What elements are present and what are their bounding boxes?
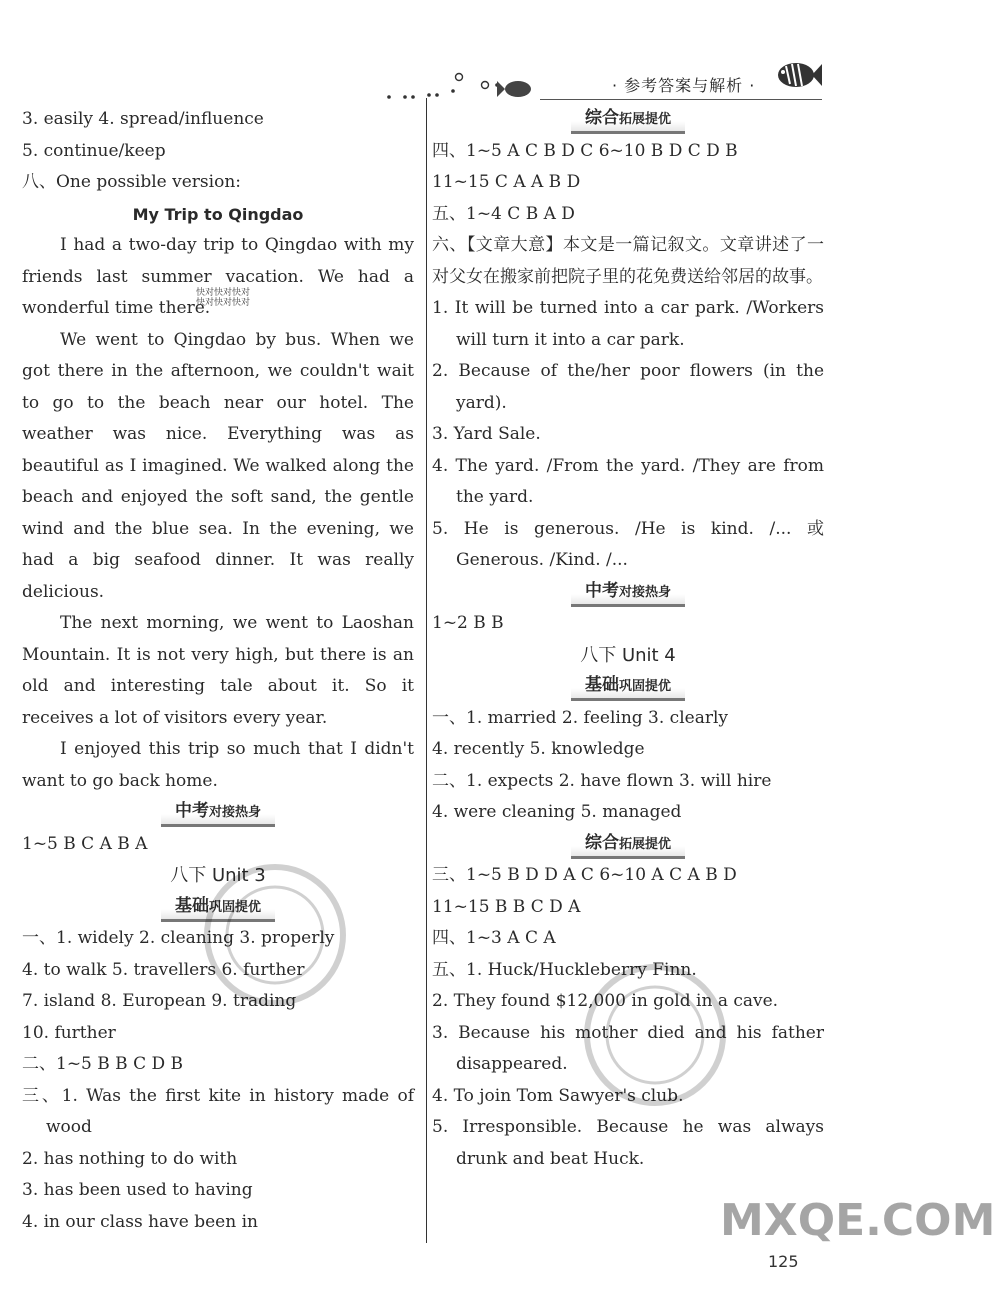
header-rule <box>540 99 822 100</box>
answer-line: 10. further <box>22 1022 116 1043</box>
answer-line: 2. Because of the/her poor flowers (in the yard). <box>432 361 824 413</box>
answer-line: 4. in our class have been in <box>22 1211 258 1232</box>
answer-line: 五、1. Huck/Huckleberry Finn. <box>432 959 697 980</box>
section-badge-zhongkao: 中考对接热身 <box>161 800 275 827</box>
decorative-dots-icon <box>385 67 535 103</box>
section-badge-zhongkao: 中考对接热身 <box>571 580 685 607</box>
answer-line: 4. were cleaning 5. managed <box>432 802 682 822</box>
section-badge-row <box>432 104 824 136</box>
page-number: 125 <box>768 1252 799 1271</box>
fish-icon <box>774 58 822 92</box>
right-column <box>432 104 824 1175</box>
answer-line: 4. recently 5. knowledge <box>432 739 645 759</box>
answer-line: 一、1. married 2. feeling 3. clearly <box>432 707 729 728</box>
answer-line: 11~15 B B C D A <box>432 896 581 917</box>
unit-heading: 八下 Unit 4 <box>580 644 676 666</box>
answer-line: 4. The yard. /From the yard. /They are from the yard. <box>432 455 824 507</box>
section-badge-row <box>22 797 414 829</box>
stamp-text: 快对快对快对 快对快对快对 <box>196 288 251 308</box>
answer-line: 3. Yard Sale. <box>432 424 541 444</box>
answer-line: 二、1. expects 2. have flown 3. will hire <box>432 770 772 791</box>
unit-heading: 八下 Unit 3 <box>170 865 266 886</box>
essay-paragraph: I enjoyed this trip so much that I didn't want to go back home. <box>22 739 414 791</box>
answer-line: 四、1~3 A C A <box>432 928 556 948</box>
answer-line: 八、One possible version: <box>22 172 241 192</box>
answer-line: 3. has been used to having <box>22 1180 253 1200</box>
answer-line: 1. It will be turned into a car park. /Workers will turn it into a car park. <box>432 298 824 350</box>
answer-line: 五、1~4 C B A D <box>432 203 575 224</box>
answer-line: 3. easily 4. spread/influence <box>22 109 264 129</box>
answer-line: 一、1. widely 2. cleaning 3. properly <box>22 928 335 948</box>
section-badge-jichu: 基础巩固提优 <box>161 895 275 922</box>
answer-line: 4. to walk 5. travellers 6. further <box>22 959 305 980</box>
article-summary: 六、【文章大意】本文是一篇记叙文。文章讲述了一对父女在搬家前把院子里的花免费送给邻居的故事。 <box>432 235 824 287</box>
answer-line: 11~15 C A A B D <box>432 172 581 192</box>
section-badge-jichu: 基础巩固提优 <box>571 674 685 701</box>
answer-line: 1~2 B B <box>432 613 504 633</box>
essay-title: My Trip to Qingdao <box>132 204 304 224</box>
answer-line: 5. Irresponsible. Because he was always drunk and beat Huck. <box>432 1117 824 1169</box>
answer-line: 2. has nothing to do with <box>22 1148 238 1169</box>
section-badge-row <box>432 577 824 609</box>
answer-line: 三、1~5 B D D A C 6~10 A C A B D <box>432 865 737 885</box>
answer-line: 7. island 8. European 9. trading <box>22 991 297 1011</box>
page-header <box>0 55 900 105</box>
section-badge-zonghe: 综合拓展提优 <box>571 832 685 859</box>
watermark-logo: MXQE.COM <box>720 1195 995 1246</box>
section-badge-row <box>22 892 414 924</box>
section-badge-zonghe: 综合拓展提优 <box>571 107 685 134</box>
answer-line: 4. To join Tom Sawyer's club. <box>432 1085 684 1106</box>
answer-line: 四、1~5 A C B D C 6~10 B D C D B <box>432 140 738 161</box>
answer-line: 二、1~5 B B C D B <box>22 1054 184 1074</box>
left-column <box>22 104 414 1238</box>
header-title: · 参考答案与解析 · <box>612 76 756 95</box>
answer-line: 5. continue/keep <box>22 140 166 161</box>
column-divider <box>426 98 427 1243</box>
answer-line: 三、1. Was the first kite in history made of wood <box>22 1085 414 1137</box>
essay-paragraph: The next morning, we went to Laoshan Mountain. It is not very high, but there is an old and interesting tale about it. So it receives a lot of visitors every year. <box>22 613 414 728</box>
answer-line: 2. They found $12,000 in gold in a cave. <box>432 991 779 1011</box>
answer-line: 3. Because his mother died and his father disappeared. <box>432 1022 824 1074</box>
answer-line: 5. He is generous. /He is kind. /... 或 Generous. /Kind. /... <box>432 518 824 570</box>
essay-paragraph: We went to Qingdao by bus. When we got there in the afternoon, we couldn't wait to go to the beach near our hotel. The weather was nice. Everything was as beautiful as I imagined. We walked along the beach and enjoyed the soft sand, the gentle wind and the blue sea. In the evening, we had a big seafood dinner. It was really delicious. <box>22 329 414 602</box>
section-badge-row <box>432 829 824 861</box>
answer-line: 1~5 B C A B A <box>22 833 148 854</box>
essay-paragraph: I had a two-day trip to Qingdao with my friends last summer vacation. We had a wonderful time there. <box>22 235 414 318</box>
section-badge-row <box>432 671 824 703</box>
